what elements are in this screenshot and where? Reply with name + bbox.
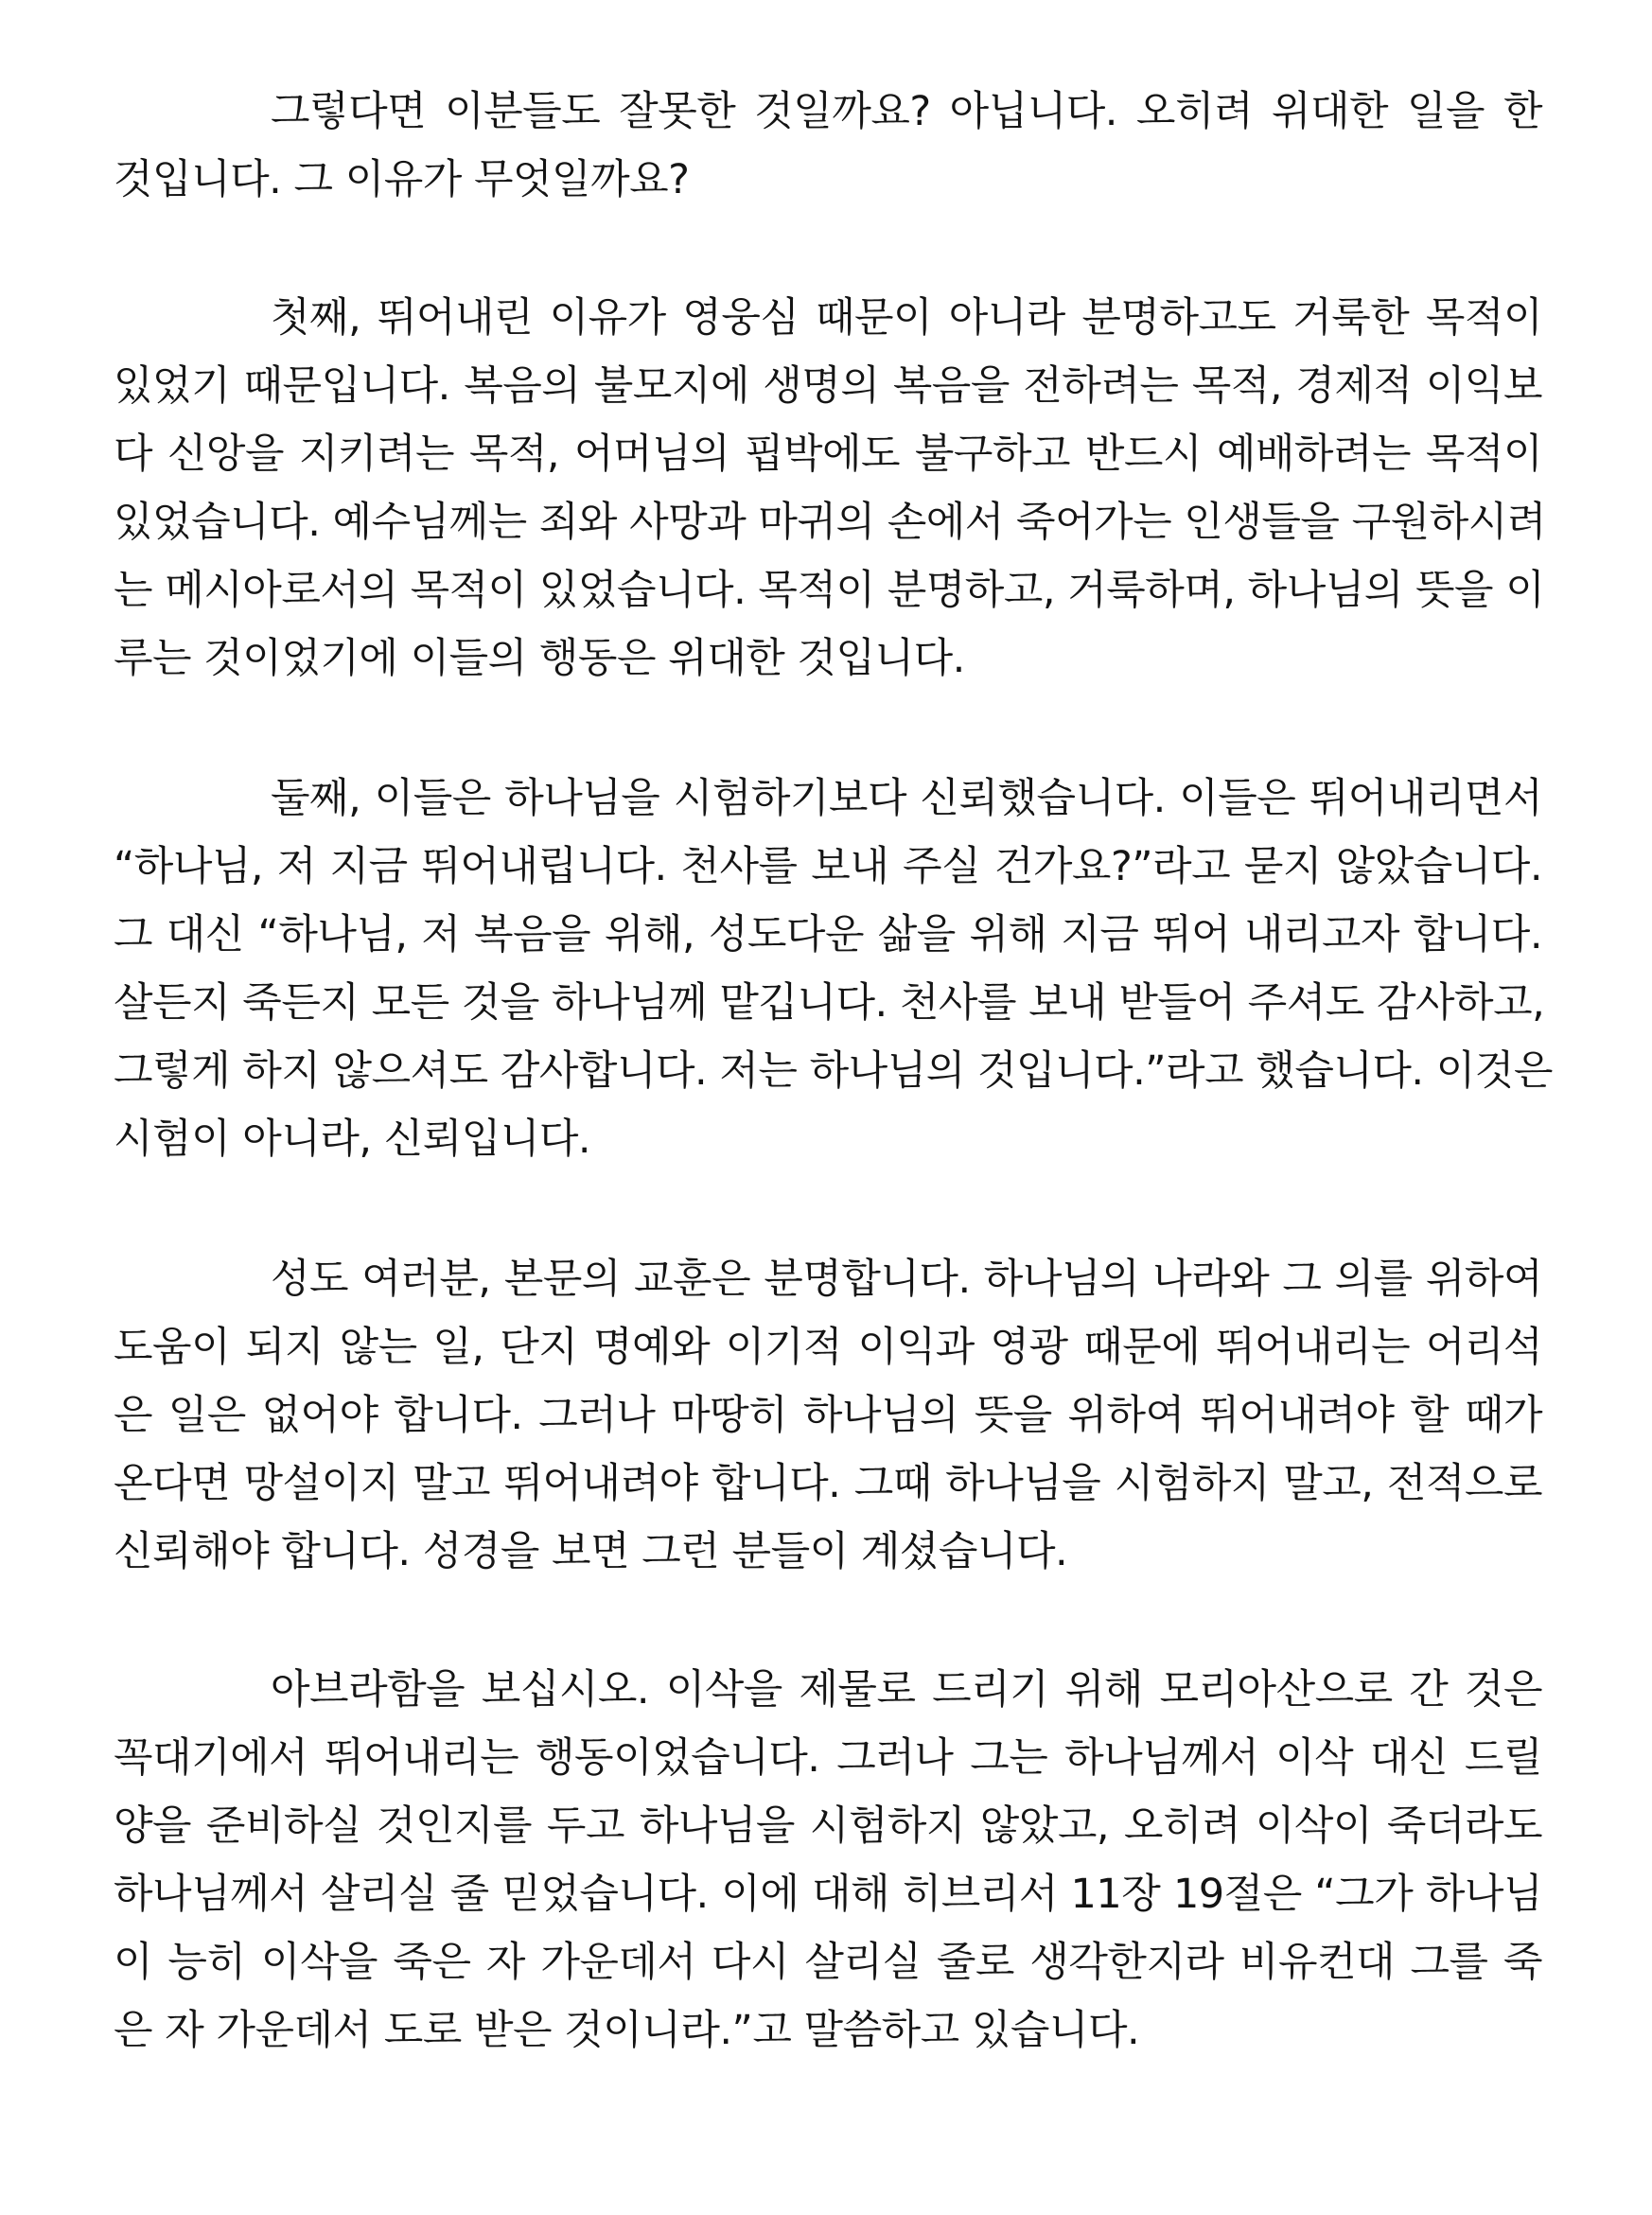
paragraph-4 [114,1245,1542,1586]
paragraph-line: 다 신앙을 지키려는 목적, 어머님의 핍박에도 불구하고 반드시 예배하려는 목적이 [114,431,1542,478]
paragraph-line: 이 능히 이삭을 죽은 자 가운데서 다시 살리실 줄로 생각한지라 비유컨대 그를 죽 [114,1939,1542,1986]
paragraph-line: 도움이 되지 않는 일, 단지 명예와 이기적 이익과 영광 때문에 뛰어내리는 어리석 [114,1324,1542,1371]
paragraph-5 [114,1656,1542,2065]
paragraph-line: 신뢰해야 합니다. 성경을 보면 그런 분들이 계셨습니다. [114,1528,1068,1575]
paragraph-2 [114,284,1546,693]
paragraph-line: 첫째, 뛰어내린 이유가 영웅심 때문이 아니라 분명하고도 거룩한 목적이 [271,294,1542,342]
paragraph-line: 것입니다. 그 이유가 무엇일까요? [114,156,690,203]
paragraph-1 [114,78,1542,214]
paragraph-line: 둘째, 이들은 하나님을 시험하기보다 신뢰했습니다. 이들은 뛰어내리면서 [271,775,1542,822]
paragraph-line: 있었습니다. 예수님께는 죄와 사망과 마귀의 손에서 죽어가는 인생들을 구원하시려 [114,499,1546,546]
paragraph-line: 온다면 망설이지 말고 뛰어내려야 합니다. 그때 하나님을 시험하지 말고, 전적으로 [114,1460,1542,1507]
paragraph-line: 살든지 죽든지 모든 것을 하나님께 맡깁니다. 천사를 보내 받들어 주셔도 감사하고, [114,979,1545,1027]
paragraph-line: 은 자 가운데서 도로 받은 것이니라.”고 말씀하고 있습니다. [114,2007,1140,2054]
paragraph-line: “하나님, 저 지금 뛰어내립니다. 천사를 보내 주실 건가요?”라고 묻지 않았습니다. [114,843,1542,890]
paragraph-line: 있었기 때문입니다. 복음의 불모지에 생명의 복음을 전하려는 목적, 경제적 이익보 [114,362,1542,410]
paragraph-line: 는 메시아로서의 목적이 있었습니다. 목적이 분명하고, 거룩하며, 하나님의 뜻을 이 [114,567,1545,614]
paragraph-line: 그렇다면 이분들도 잘못한 것일까요? 아닙니다. 오히려 위대한 일을 한 [271,88,1542,135]
paragraph-line: 성도 여러분, 본문의 교훈은 분명합니다. 하나님의 나라와 그 의를 위하여 [271,1256,1542,1303]
paragraph-line: 꼭대기에서 뛰어내리는 행동이었습니다. 그러나 그는 하나님께서 이삭 대신 드릴 [114,1734,1542,1782]
paragraph-line: 시험이 아니라, 신뢰입니다. [114,1116,591,1163]
paragraph-line: 그렇게 하지 않으셔도 감사합니다. 저는 하나님의 것입니다.”라고 했습니다. 이것은 [114,1047,1553,1095]
paragraph-3 [114,765,1553,1173]
paragraph-line: 루는 것이었기에 이들의 행동은 위대한 것입니다. [114,635,965,682]
paragraph-line: 그 대신 “하나님, 저 복음을 위해, 성도다운 삶을 위해 지금 뛰어 내리고자 합니다. [114,911,1542,958]
paragraph-line: 은 일은 없어야 합니다. 그러나 마땅히 하나님의 뜻을 위하여 뛰어내려야 할 때가 [114,1392,1542,1439]
paragraph-line: 하나님께서 살리실 줄 믿었습니다. 이에 대해 히브리서 11장 19절은 “그가 하나님 [114,1871,1542,1918]
paragraph-line: 양을 준비하실 것인지를 두고 하나님을 시험하지 않았고, 오히려 이삭이 죽더라도 [114,1802,1542,1850]
paragraph-line: 아브라함을 보십시오. 이삭을 제물로 드리기 위해 모리아산으로 간 것은 [271,1666,1542,1714]
